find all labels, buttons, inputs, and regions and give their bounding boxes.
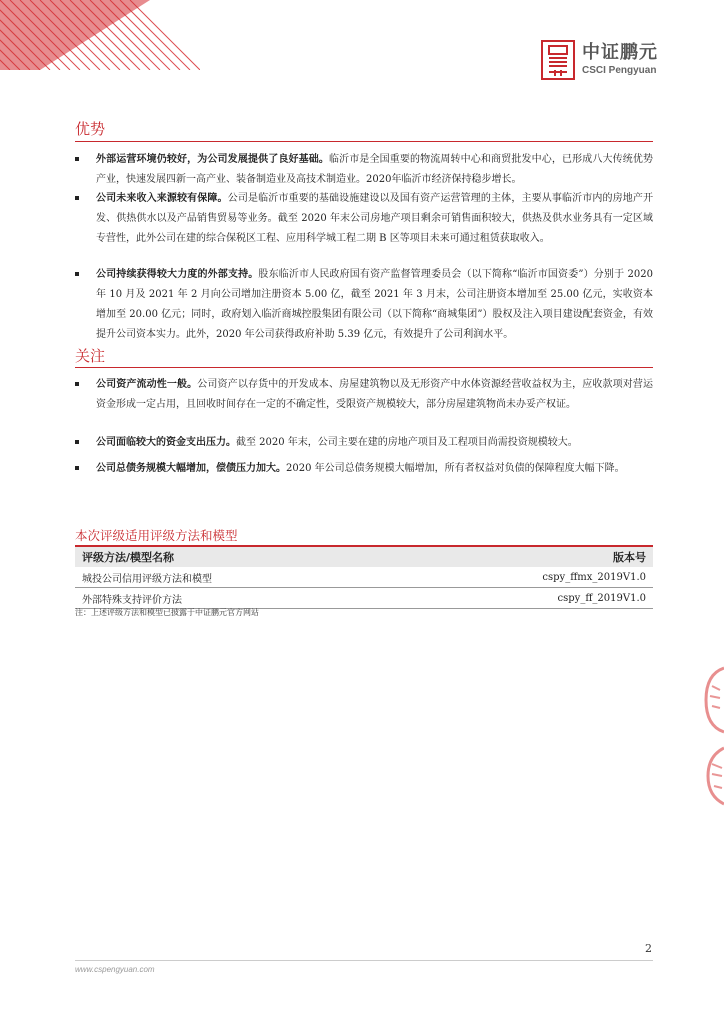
header-method-name: 评级方法/模型名称 (82, 551, 175, 564)
bullet-icon (75, 272, 79, 276)
bullet-icon (75, 157, 79, 161)
concern-item-3-heading: 公司总债务规模大幅增加，偿债压力加大。 (96, 463, 286, 474)
methods-note: 注：上述评级方法和模型已披露于中证鹏元官方网站 (75, 608, 259, 617)
logo-en-text: CSCI Pengyuan (582, 65, 657, 76)
section-title-advantages: 优势 (75, 120, 106, 138)
seal-stamp-icon (700, 660, 724, 820)
method-version: cspy_ff_2019V1.0 (557, 592, 646, 604)
concern-item-1 (75, 375, 653, 415)
bullet-icon (75, 466, 79, 470)
advantage-item-2-heading: 公司未来收入来源较有保障。 (96, 193, 228, 204)
logo-mark-icon (541, 40, 575, 80)
advantage-item-3-heading: 公司持续获得较大力度的外部支持。 (96, 269, 259, 280)
header-version: 版本号 (613, 551, 646, 564)
section-rule-concerns (75, 367, 653, 368)
advantage-item-3-body: 股东临沂市人民政府国有资产监督管理委员会（以下简称“临沂市国资委”）分别于 2020 年 10 月及 2021 年 2 月向公司增加注册资本 5.00 亿，截至 2021 年 3 月末，公司注册资本增加至 25.00 亿元，实收资本增加至 20.00 亿元；同时，政府划入临沂商城控股集团有限公司（以下简称“商城集团”）股权及注入项目建设配套资金，有效提升公司资本实力。此外，2020 年公司获得政府补助 5.39 亿元，有效提升了公司利润水平。 (96, 269, 654, 340)
concern-item-1-heading: 公司资产流动性一般。 (96, 379, 198, 390)
advantage-item-2-body: 公司是临沂市重要的基础设施建设以及国有资产运营管理的主体，主要从事临沂市内的房地产开发、供热供水以及产品销售贸易等业务。截至 2020 年末公司房地产项目剩余可销售面积较大，供热及供水业务具有一定区域专营性，此外公司在建的综合保税区工程、应用科学城工程二期 B 区等项目未来可通过租赁获取收入。 (96, 193, 654, 244)
section-title-concerns: 关注 (75, 347, 106, 365)
method-name: 城投公司信用评级方法和模型 (82, 573, 212, 585)
bullet-icon (75, 196, 79, 200)
advantage-item-2 (75, 189, 653, 249)
advantage-item-3 (75, 265, 653, 345)
methods-table (75, 545, 653, 609)
concern-item-2-body: 截至 2020 年末，公司主要在建的房地产项目及工程项目尚需投资规模较大。 (236, 437, 578, 448)
method-name: 外部特殊支持评价方法 (82, 594, 182, 606)
page-number: 2 (645, 942, 652, 955)
methods-title: 本次评级适用评级方法和模型 (75, 528, 238, 543)
header-corner-stripes (0, 0, 200, 70)
table-row (75, 588, 653, 609)
table-row (75, 567, 653, 588)
footer-divider (75, 960, 653, 961)
bullet-icon (75, 382, 79, 386)
methods-table-header (75, 547, 653, 567)
advantage-item-1 (75, 150, 653, 190)
concern-item-2 (75, 433, 653, 453)
advantage-item-1-body: 临沂市是全国重要的物流周转中心和商贸批发中心，已形成八大传统优势产业，快速发展四新一高产业、装备制造业及高技术制造业。2020年临沂市经济保持稳步增长。 (96, 154, 654, 185)
method-version: cspy_ffmx_2019V1.0 (542, 571, 646, 583)
logo-cn-text: 中证鹏元 (582, 42, 658, 63)
advantage-item-1-heading: 外部运营环境仍较好，为公司发展提供了良好基础。 (96, 154, 329, 165)
footer-url: www.cspengyuan.com (75, 965, 155, 974)
concern-item-3 (75, 459, 653, 479)
concern-item-2-heading: 公司面临较大的资金支出压力。 (96, 437, 236, 448)
company-logo (541, 40, 658, 80)
bullet-icon (75, 440, 79, 444)
section-rule-advantages (75, 141, 653, 142)
concern-item-1-body: 公司资产以存货中的开发成本、房屋建筑物以及无形资产中水体资源经营收益权为主，应收款项对营运资金形成一定占用，且回收时间存在一定的不确定性，受限资产规模较大，部分房屋建筑物尚未办妥产权证。 (96, 379, 653, 410)
concern-item-3-body: 2020 年公司总债务规模大幅增加，所有者权益对负债的保障程度大幅下降。 (286, 463, 625, 474)
